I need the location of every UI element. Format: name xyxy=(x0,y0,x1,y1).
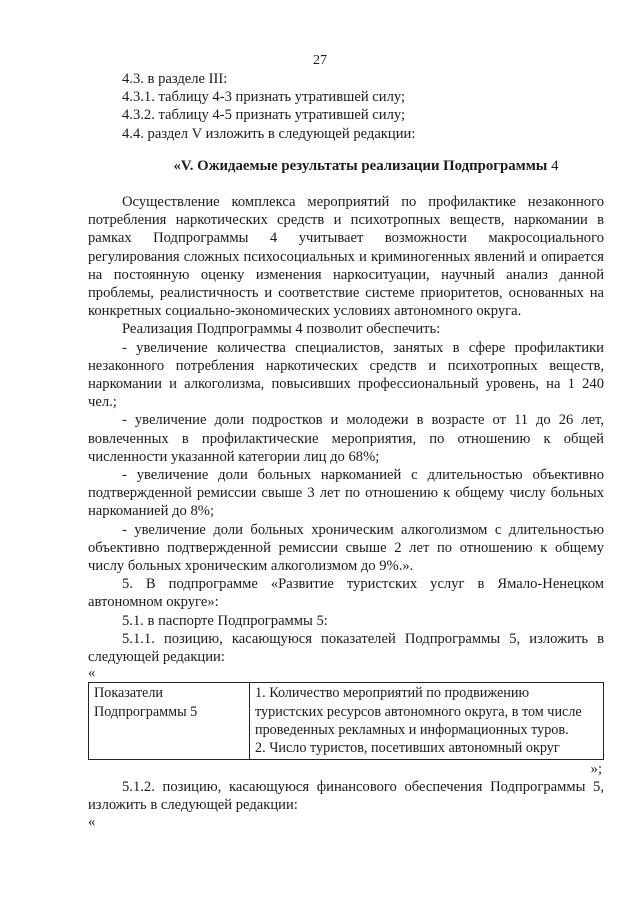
section5-passport: 5.1. в паспорте Подпрограммы 5: xyxy=(122,612,328,629)
section5-item-511: 5.1.1. позицию, касающуюся показателей Подпрограммы 5, изложить в следующей редакции: xyxy=(88,630,604,666)
section-heading xyxy=(88,157,604,175)
indicators-table xyxy=(88,682,604,760)
close-quote: »; xyxy=(590,761,602,778)
bullet-specialists: - увеличение количества специалистов, занятых в сфере профилактики незаконного потребления наркотических средств и психотропных веществ, наркомании и алкоголизма, повысивших профессиональный уровень, на 1 240 чел.; xyxy=(88,339,604,411)
amendment-item-4-3: 4.3. в разделе III: xyxy=(122,71,228,87)
amendment-item-4-3-2: 4.3.2. таблицу 4-5 признать утратившей силу; xyxy=(122,107,406,124)
indicator-1: 1. Количество мероприятий по продвижению туристских ресурсов автономного округа, в том числе проведенных рекламных и информационных туров. xyxy=(255,685,582,738)
open-quote-2: « xyxy=(88,813,96,830)
document-body xyxy=(88,70,604,829)
amendment-item-4-3-1: 4.3.1. таблицу 4-3 признать утратившей силу; xyxy=(122,89,406,106)
bullet-youth: - увеличение доли подростков и молодежи в возрасте от 11 до 26 лет, вовлеченных в профилактические мероприятия, по отношению к общей численности указанной категории лиц до 68%; xyxy=(88,412,604,465)
amendment-items xyxy=(88,70,604,143)
table-row xyxy=(89,683,604,760)
main-paragraph: Осуществление комплекса мероприятий по профилактике незаконного потребления наркотических средств и психотропных веществ, наркомании в рамках Подпрограммы 4 учитывает возможности макросоциального регулирования сложных психосоциальных и криминогенных явлений и опирается на постоянную оценку изменения наркоситуации, научный анализ данной проблемы, реалистичность и соответствие системе приоритетов, основанных на конкретных социально-экономических условиях автономного округа. xyxy=(88,194,604,320)
bullet-drug-remission: - увеличение доли больных наркоманией с длительностью объективно подтвержденной ремиссии свыше 3 лет по отношению к общему числу больных наркоманией до 8%; xyxy=(88,467,604,520)
open-quote: « xyxy=(88,665,96,682)
table-label-cell: Показатели Подпрограммы 5 xyxy=(89,683,250,760)
bullet-alcohol-remission: - увеличение доли больных хроническим алкоголизмом с длительностью объективно подтвержденной ремиссии свыше 2 лет по отношению к общему числу больных хроническим алкоголизмом до 9%.». xyxy=(88,521,604,575)
section5-intro: 5. В подпрограмме «Развитие туристских услуг в Ямало-Ненецком автономном округе»: xyxy=(88,576,604,611)
section5-item-512: 5.1.2. позицию, касающуюся финансового обеспечения Подпрограммы 5, изложить в следующей редакции: xyxy=(88,779,604,814)
page-number: 27 xyxy=(313,53,327,68)
realization-intro: Реализация Подпрограммы 4 позволит обеспечить: xyxy=(122,321,441,338)
table-value-cell xyxy=(250,683,604,760)
amendment-item-4-4: 4.4. раздел V изложить в следующей редакции: xyxy=(122,125,416,142)
section-heading-number: 4 xyxy=(551,157,559,174)
indicator-2: 2. Число туристов, посетивших автономный округ xyxy=(255,739,560,756)
section-heading-text: «V. Ожидаемые результаты реализации Подпрограммы xyxy=(173,157,548,174)
